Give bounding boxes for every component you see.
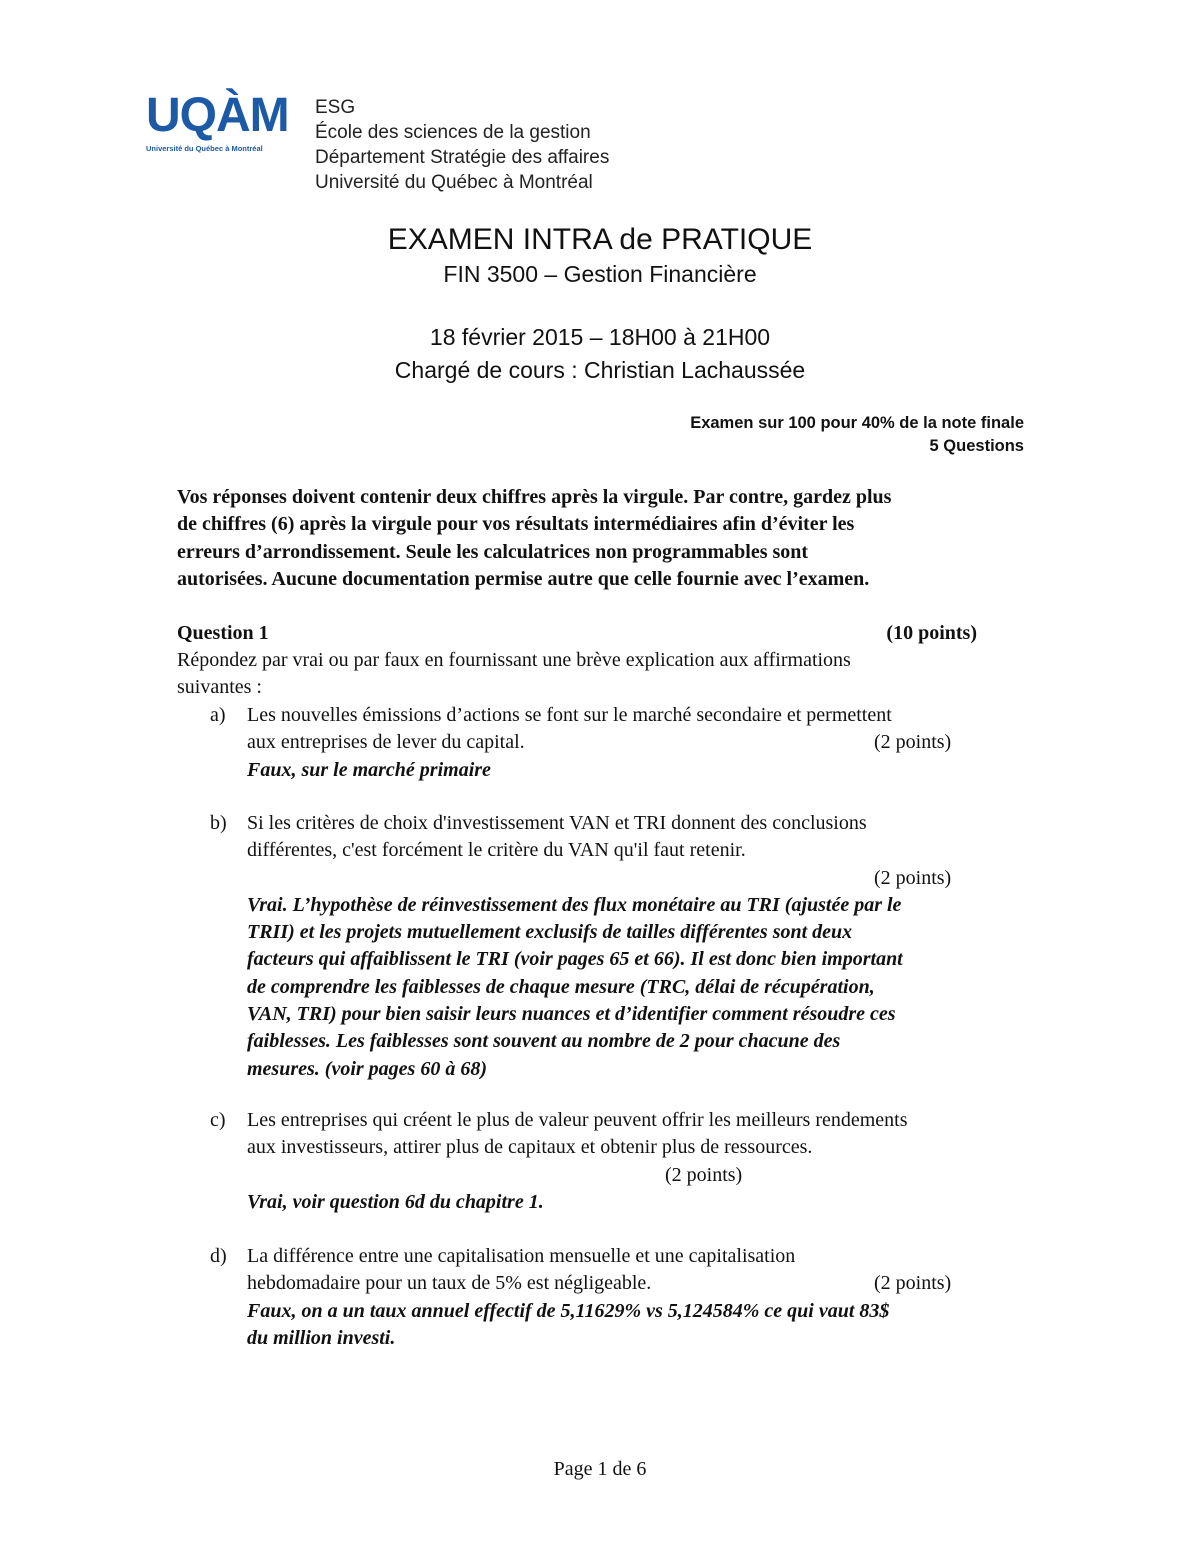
statement-text: hebdomadaire pour un taux de 5% est négligeable.	[247, 1272, 652, 1295]
grading-info: Examen sur 100 pour 40% de la note finale	[690, 414, 1024, 432]
question-count: 5 Questions	[929, 437, 1024, 455]
instructions-line: autorisées. Aucune documentation permise autre que celle fournie avec l’examen.	[177, 567, 870, 590]
instructor: Chargé de cours : Christian Lachaussée	[394, 357, 806, 383]
instructions-line: erreurs d’arrondissement. Seule les calculatrices non programmables sont	[177, 540, 809, 563]
item-letter: c)	[210, 1109, 226, 1131]
logo-tagline: Université du Québec à Montréal	[146, 144, 263, 153]
statement-line: Si les critères de choix d'investissement VAN et TRI donnent des conclusions	[247, 812, 867, 834]
institution-block	[315, 95, 609, 195]
statement-text: aux entreprises de lever du capital.	[247, 731, 525, 754]
statement-line-with-points	[247, 729, 1030, 756]
statement-line-with-points	[247, 1270, 1030, 1297]
statement-line: Les nouvelles émissions d’actions se font sur le marché secondaire et permettent	[247, 704, 892, 726]
answer-line: VAN, TRI) pour bien saisir leurs nuances et d’identifier comment résoudre ces	[247, 1003, 896, 1026]
course-title: FIN 3500 – Gestion Financière	[443, 261, 757, 287]
answer-line: de comprendre les faiblesses de chaque mesure (TRC, délai de récupération,	[247, 975, 875, 998]
question-1-points: (10 points)	[886, 622, 977, 644]
institution-school-abbr: ESG	[315, 97, 356, 118]
points-line	[247, 865, 1030, 892]
answer-line: Faux, sur le marché primaire	[247, 758, 491, 781]
item-points: (2 points)	[874, 866, 952, 889]
answer-line: du million investi.	[247, 1326, 396, 1349]
question-item-c	[210, 1107, 1030, 1216]
item-points: (2 points)	[665, 1163, 743, 1186]
page-number: Page 1 de 6	[553, 1458, 647, 1480]
answer-line: Vrai, voir question 6d du chapitre 1.	[247, 1190, 544, 1213]
institution-department: Département Stratégie des affaires	[315, 147, 610, 168]
question-item-a	[210, 702, 1030, 784]
statement-line: La différence entre une capitalisation mensuelle et une capitalisation	[247, 1245, 796, 1267]
instructions	[177, 484, 1037, 593]
instructions-line: Vos réponses doivent contenir deux chiffres après la virgule. Par contre, gardez plus	[177, 486, 892, 508]
intro-line: suivantes :	[177, 676, 262, 699]
item-letter: b)	[210, 812, 227, 834]
logo-wordmark: UQÀM	[146, 89, 289, 142]
instructions-line: de chiffres (6) après la virgule pour vos résultats intermédiaires afin d’éviter les	[177, 513, 855, 536]
answer-line: facteurs qui affaiblissent le TRI (voir pages 65 et 66). Il est donc bien important	[247, 948, 903, 971]
question-1-header	[177, 620, 977, 647]
item-points: (2 points)	[874, 731, 952, 754]
question-1-intro	[177, 647, 851, 702]
statement-line: différentes, c'est forcément le critère du VAN qu'il faut retenir.	[247, 839, 746, 862]
statement-line: Les entreprises qui créent le plus de valeur peuvent offrir les meilleurs rendements	[247, 1109, 908, 1131]
item-letter: d)	[210, 1245, 227, 1267]
answer-line: Faux, on a un taux annuel effectif de 5,11629% vs 5,124584% ce qui vaut 83$	[247, 1299, 890, 1322]
exam-title: EXAMEN INTRA de PRATIQUE	[387, 223, 813, 256]
institution-university: Université du Québec à Montréal	[315, 172, 593, 193]
intro-line: Répondez par vrai ou par faux en fournissant une brève explication aux affirmations	[177, 649, 851, 671]
answer-line: Vrai. L’hypothèse de réinvestissement des flux monétaire au TRI (ajustée par le	[247, 893, 902, 916]
item-points: (2 points)	[874, 1272, 952, 1295]
question-item-b	[210, 810, 1030, 1083]
answer-line: faiblesses. Les faiblesses sont souvent au nombre de 2 pour chacune des	[247, 1030, 841, 1053]
points-line	[247, 1162, 1030, 1189]
question-item-d	[210, 1243, 1030, 1352]
exam-date: 18 février 2015 – 18H00 à 21H00	[429, 324, 771, 350]
answer-line: TRII) et les projets mutuellement exclusifs de tailles différentes sont deux	[247, 921, 853, 944]
question-1-title: Question 1	[177, 622, 269, 644]
institution-school: École des sciences de la gestion	[315, 122, 591, 143]
answer-line: mesures. (voir pages 60 à 68)	[247, 1057, 487, 1080]
exam-meta	[690, 412, 1024, 458]
item-letter: a)	[210, 704, 226, 726]
uqam-logo	[146, 89, 296, 162]
statement-line: aux investisseurs, attirer plus de capitaux et obtenir plus de ressources.	[247, 1136, 813, 1159]
